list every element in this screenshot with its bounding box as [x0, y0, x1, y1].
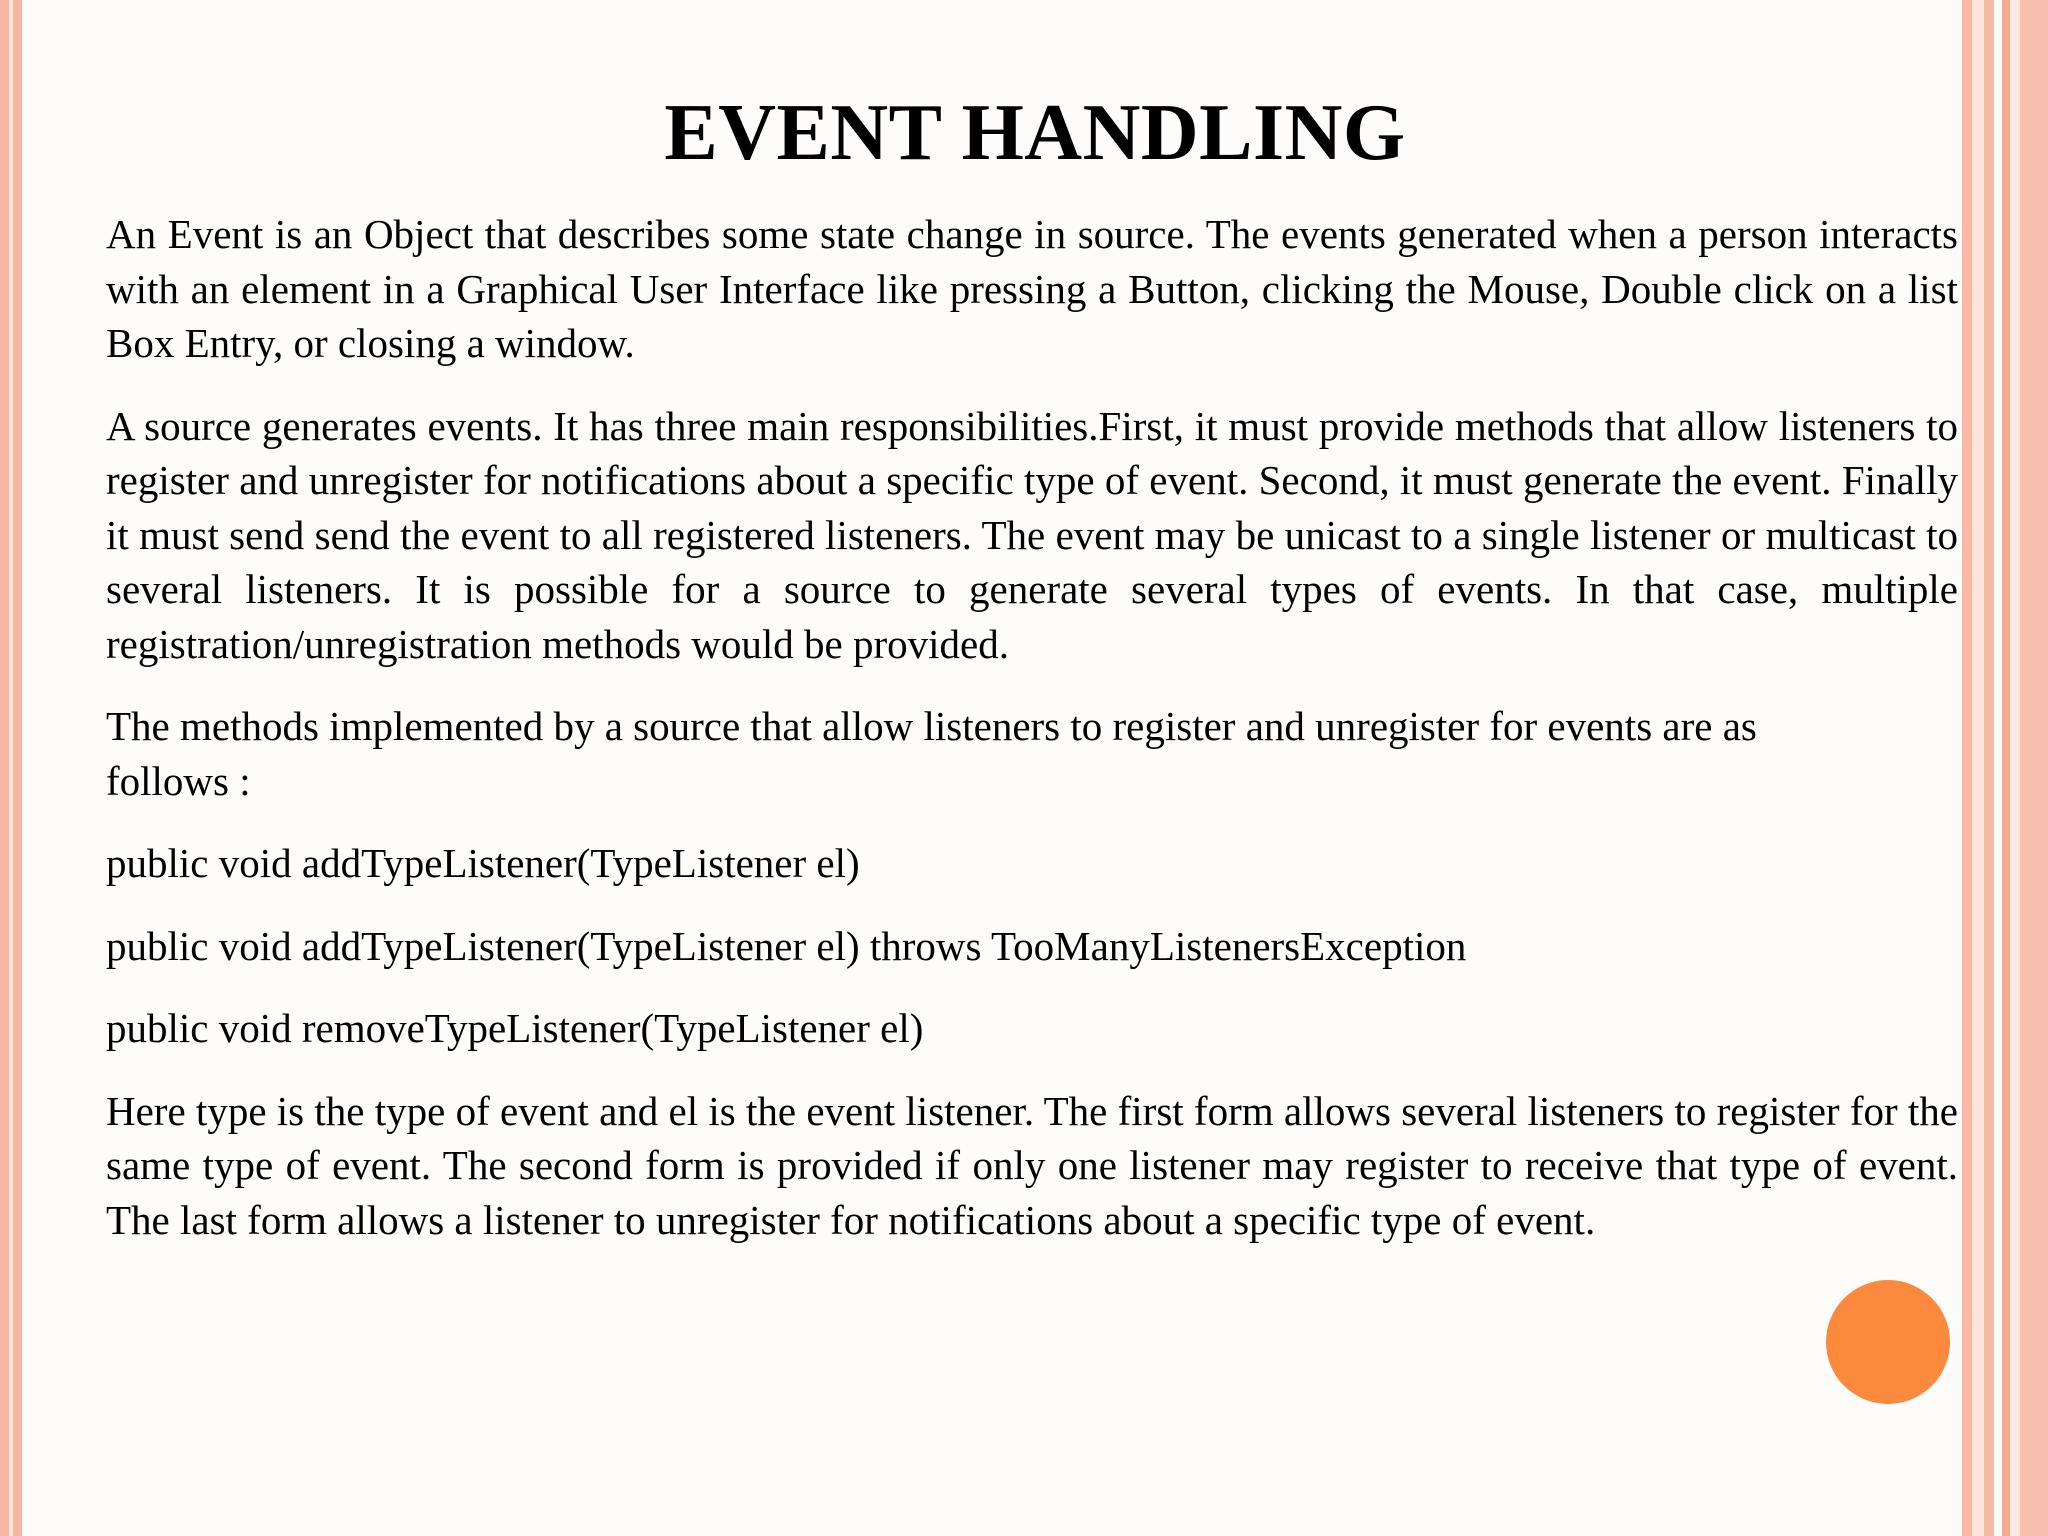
paragraph-source-responsibilities: A source generates events. It has three main responsibilities.First, it must provide methods that allow listeners to register and unregister for notifications about a specific type of event. Second, it must generate the event. Finally it must send send the event to all registered listeners. The event may be unicast to a single listener or multicast to several listeners. It is possible for a source to generate several types of events. In that case, multiple registration/unregistration methods would be provided. [106, 402, 1958, 667]
slide-body [106, 207, 1958, 1275]
method-signature-add: public void addTypeListener(TypeListener el) [106, 840, 860, 886]
right-border-stripe [1962, 0, 1972, 1536]
right-border-stripe [2010, 0, 2020, 1536]
right-border-stripe [1984, 0, 1994, 1536]
paragraph-event-definition: An Event is an Object that describes some state change in source. The events generated when a person interacts with an element in a Graphical User Interface like pressing a Button, clicking the Mouse, Double click on a list Box Entry, or closing a window. [106, 211, 1958, 366]
right-border-stripe [1972, 0, 1984, 1536]
paragraph-methods-intro: The methods implemented by a source that allow listeners to register and unregister for events are as follows : [106, 703, 1757, 804]
slide-title: EVENT HANDLING [664, 89, 1406, 177]
left-decorative-border [0, 0, 22, 1536]
paragraph-forms-explanation: Here type is the type of event and el is the event listener. The first form allows several listeners to register for the same type of event. The second form is provided if only one listener may register to receive that type of event. The last form allows a listener to unregister for notifications about a specific type of event. [106, 1087, 1958, 1243]
left-border-stripe [9, 0, 13, 1536]
orange-circle-decoration [1826, 1280, 1950, 1404]
right-border-stripe [2020, 0, 2048, 1536]
right-border-stripe [1994, 0, 2002, 1536]
right-border-stripe [2002, 0, 2010, 1536]
method-signature-add-throws: public void addTypeListener(TypeListener el) throws TooManyListenersException [106, 922, 1467, 969]
method-signature-remove: public void removeTypeListener(TypeListener el) [106, 1005, 924, 1051]
